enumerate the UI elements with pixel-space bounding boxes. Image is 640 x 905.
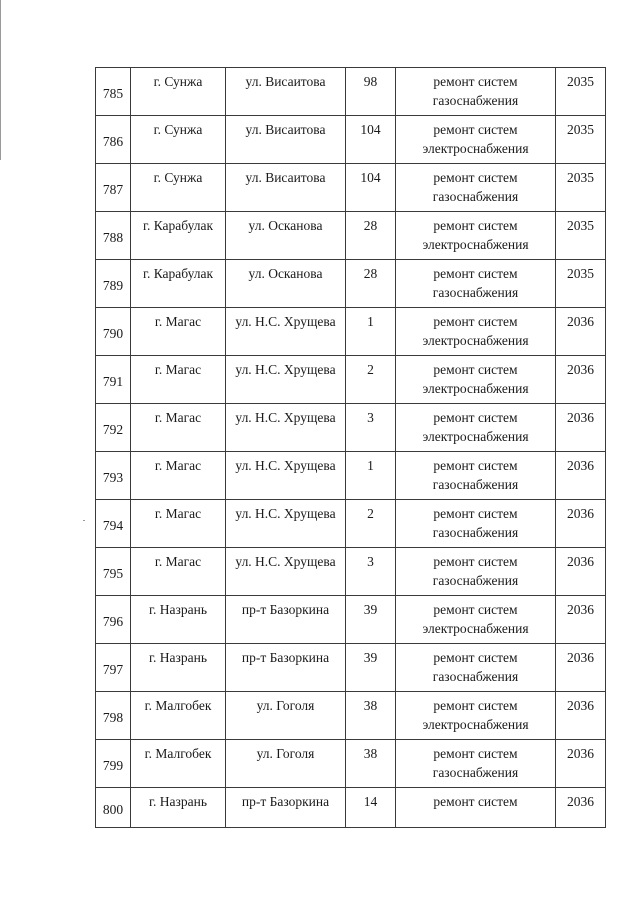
table-row <box>96 260 606 308</box>
street-name: ул. Н.С. Хрущева <box>235 410 336 425</box>
city-cell <box>131 404 226 452</box>
housing-repair-table <box>95 67 606 828</box>
year-cell <box>556 596 606 644</box>
city-cell <box>131 164 226 212</box>
table-row <box>96 164 606 212</box>
row-number-cell <box>96 452 131 500</box>
row-number-cell <box>96 404 131 452</box>
row-number-cell <box>96 740 131 788</box>
house-number: 2 <box>367 362 374 377</box>
city-cell <box>131 692 226 740</box>
city-name: г. Малгобек <box>144 746 212 761</box>
city-name: г. Карабулак <box>142 266 214 281</box>
year-cell <box>556 308 606 356</box>
city-name: г. Сунжа <box>153 74 203 89</box>
house-number: 1 <box>367 458 374 473</box>
city-cell <box>131 260 226 308</box>
row-number: 786 <box>102 134 124 149</box>
row-number: 799 <box>102 758 124 773</box>
table-row <box>96 212 606 260</box>
work-type: ремонт систем электроснабжения <box>422 698 529 732</box>
street-name: пр-т Базоркина <box>241 602 330 617</box>
city-name: г. Сунжа <box>153 170 203 185</box>
table-row <box>96 740 606 788</box>
year: 2036 <box>567 554 594 569</box>
work-type: ремонт систем электроснабжения <box>422 410 529 444</box>
street-cell <box>226 644 346 692</box>
work-type-cell <box>396 548 556 596</box>
table-row <box>96 308 606 356</box>
street-name: пр-т Базоркина <box>241 650 330 665</box>
year: 2036 <box>567 746 594 761</box>
row-number-cell <box>96 692 131 740</box>
house-number: 104 <box>360 122 381 137</box>
work-type-cell <box>396 596 556 644</box>
row-number: 798 <box>102 710 124 725</box>
row-number: 792 <box>102 422 124 437</box>
house-cell <box>346 740 396 788</box>
street-name: ул. Н.С. Хрущева <box>235 554 336 569</box>
year-cell <box>556 500 606 548</box>
table-row <box>96 596 606 644</box>
house-cell <box>346 548 396 596</box>
row-number: 793 <box>102 470 124 485</box>
city-cell <box>131 356 226 404</box>
city-cell <box>131 596 226 644</box>
row-number: 789 <box>102 278 124 293</box>
work-type: ремонт систем электроснабжения <box>422 314 529 348</box>
year-cell <box>556 164 606 212</box>
house-number: 2 <box>367 506 374 521</box>
work-type-cell <box>396 308 556 356</box>
year: 2035 <box>567 266 594 281</box>
city-cell <box>131 68 226 116</box>
work-type: ремонт систем газоснабжения <box>432 266 519 300</box>
work-type-cell <box>396 260 556 308</box>
street-name: ул. Н.С. Хрущева <box>235 362 336 377</box>
house-number: 1 <box>367 314 374 329</box>
city-cell <box>131 308 226 356</box>
street-cell <box>226 500 346 548</box>
street-cell <box>226 212 346 260</box>
work-type-cell <box>396 500 556 548</box>
street-cell <box>226 116 346 164</box>
table-row <box>96 404 606 452</box>
city-name: г. Назрань <box>149 650 207 665</box>
row-number-cell <box>96 596 131 644</box>
work-type-cell <box>396 356 556 404</box>
year-cell <box>556 692 606 740</box>
row-number-cell <box>96 356 131 404</box>
street-cell <box>226 164 346 212</box>
year: 2036 <box>567 698 594 713</box>
year: 2036 <box>567 314 594 329</box>
row-number: 797 <box>102 662 124 677</box>
work-type-cell <box>396 692 556 740</box>
house-cell <box>346 788 396 828</box>
year-cell <box>556 404 606 452</box>
row-number-cell <box>96 644 131 692</box>
city-name: г. Магас <box>154 410 202 425</box>
city-name: г. Магас <box>154 506 202 521</box>
street-cell <box>226 356 346 404</box>
street-cell <box>226 404 346 452</box>
work-type: ремонт систем электроснабжения <box>422 362 529 396</box>
house-number: 98 <box>363 74 378 89</box>
year: 2036 <box>567 794 594 809</box>
street-cell <box>226 548 346 596</box>
row-number: 795 <box>102 566 124 581</box>
house-number: 39 <box>363 650 378 665</box>
street-cell <box>226 692 346 740</box>
house-cell <box>346 692 396 740</box>
work-type: ремонт систем газоснабжения <box>432 170 519 204</box>
street-cell <box>226 788 346 828</box>
city-name: г. Магас <box>154 458 202 473</box>
house-cell <box>346 596 396 644</box>
year-cell <box>556 644 606 692</box>
year: 2035 <box>567 74 594 89</box>
year-cell <box>556 356 606 404</box>
row-number: 788 <box>102 230 124 245</box>
city-name: г. Магас <box>154 554 202 569</box>
house-cell <box>346 68 396 116</box>
year: 2036 <box>567 458 594 473</box>
city-cell <box>131 116 226 164</box>
year-cell <box>556 116 606 164</box>
house-cell <box>346 308 396 356</box>
table-row <box>96 356 606 404</box>
work-type: ремонт систем газоснабжения <box>432 458 519 492</box>
table-row <box>96 68 606 116</box>
work-type: ремонт систем газоснабжения <box>432 554 519 588</box>
street-name: ул. Висаитова <box>245 122 326 137</box>
street-name: ул. Висаитова <box>245 74 326 89</box>
work-type-cell <box>396 68 556 116</box>
scan-edge-mark <box>0 0 1 160</box>
year: 2036 <box>567 506 594 521</box>
house-cell <box>346 164 396 212</box>
row-number-cell <box>96 500 131 548</box>
work-type: ремонт систем электроснабжения <box>422 122 529 156</box>
row-number: 790 <box>102 326 124 341</box>
house-cell <box>346 500 396 548</box>
table-row <box>96 644 606 692</box>
row-number-cell <box>96 548 131 596</box>
house-cell <box>346 452 396 500</box>
year-cell <box>556 788 606 828</box>
table-row <box>96 548 606 596</box>
house-number: 38 <box>363 698 378 713</box>
street-cell <box>226 308 346 356</box>
year: 2036 <box>567 362 594 377</box>
row-number-cell <box>96 212 131 260</box>
city-cell <box>131 548 226 596</box>
work-type-cell <box>396 116 556 164</box>
work-type-cell <box>396 404 556 452</box>
work-type: ремонт систем газоснабжения <box>432 74 519 108</box>
work-type: ремонт систем газоснабжения <box>432 506 519 540</box>
year: 2035 <box>567 170 594 185</box>
work-type-cell <box>396 452 556 500</box>
row-number-cell <box>96 116 131 164</box>
row-number-cell <box>96 308 131 356</box>
work-type: ремонт систем электроснабжения <box>422 218 529 252</box>
work-type: ремонт систем электроснабжения <box>422 602 529 636</box>
work-type: ремонт систем газоснабжения <box>432 746 519 780</box>
street-name: ул. Гоголя <box>256 698 315 713</box>
city-cell <box>131 740 226 788</box>
work-type-cell <box>396 212 556 260</box>
street-name: ул. Осканова <box>248 266 323 281</box>
city-cell <box>131 500 226 548</box>
table-body <box>96 68 606 828</box>
street-name: ул. Висаитова <box>245 170 326 185</box>
year: 2035 <box>567 218 594 233</box>
street-cell <box>226 596 346 644</box>
house-number: 28 <box>363 266 378 281</box>
house-cell <box>346 404 396 452</box>
street-cell <box>226 68 346 116</box>
city-name: г. Карабулак <box>142 218 214 233</box>
city-name: г. Назрань <box>149 794 207 809</box>
year-cell <box>556 68 606 116</box>
city-cell <box>131 788 226 828</box>
street-cell <box>226 740 346 788</box>
street-name: ул. Н.С. Хрущева <box>235 314 336 329</box>
row-number: 785 <box>102 86 124 101</box>
house-number: 38 <box>363 746 378 761</box>
scan-dot-mark <box>83 520 85 521</box>
work-type-cell <box>396 644 556 692</box>
house-cell <box>346 356 396 404</box>
year: 2036 <box>567 602 594 617</box>
city-cell <box>131 644 226 692</box>
house-number: 3 <box>367 410 374 425</box>
city-name: г. Назрань <box>149 602 207 617</box>
row-number: 796 <box>102 614 124 629</box>
city-cell <box>131 212 226 260</box>
table-row <box>96 692 606 740</box>
house-number: 104 <box>360 170 381 185</box>
row-number: 794 <box>102 518 124 533</box>
house-cell <box>346 212 396 260</box>
year: 2035 <box>567 122 594 137</box>
work-type-cell <box>396 788 556 828</box>
year: 2036 <box>567 410 594 425</box>
table-row <box>96 788 606 828</box>
work-type: ремонт систем <box>433 794 518 809</box>
year-cell <box>556 260 606 308</box>
row-number: 791 <box>102 374 124 389</box>
row-number-cell <box>96 68 131 116</box>
city-cell <box>131 452 226 500</box>
street-cell <box>226 452 346 500</box>
row-number-cell <box>96 788 131 828</box>
work-type-cell <box>396 740 556 788</box>
year-cell <box>556 452 606 500</box>
row-number-cell <box>96 164 131 212</box>
street-name: ул. Н.С. Хрущева <box>235 458 336 473</box>
street-name: ул. Осканова <box>248 218 323 233</box>
city-name: г. Сунжа <box>153 122 203 137</box>
city-name: г. Магас <box>154 314 202 329</box>
year-cell <box>556 740 606 788</box>
house-cell <box>346 260 396 308</box>
street-name: пр-т Базоркина <box>241 794 330 809</box>
house-cell <box>346 644 396 692</box>
year-cell <box>556 548 606 596</box>
year: 2036 <box>567 650 594 665</box>
table-row <box>96 116 606 164</box>
city-name: г. Магас <box>154 362 202 377</box>
street-cell <box>226 260 346 308</box>
street-name: ул. Н.С. Хрущева <box>235 506 336 521</box>
table-row <box>96 500 606 548</box>
table-row <box>96 452 606 500</box>
house-cell <box>346 116 396 164</box>
house-number: 39 <box>363 602 378 617</box>
work-type-cell <box>396 164 556 212</box>
street-name: ул. Гоголя <box>256 746 315 761</box>
house-number: 3 <box>367 554 374 569</box>
row-number: 800 <box>102 802 124 817</box>
row-number: 787 <box>102 182 124 197</box>
year-cell <box>556 212 606 260</box>
house-number: 14 <box>363 794 378 809</box>
house-number: 28 <box>363 218 378 233</box>
work-type: ремонт систем газоснабжения <box>432 650 519 684</box>
row-number-cell <box>96 260 131 308</box>
city-name: г. Малгобек <box>144 698 212 713</box>
